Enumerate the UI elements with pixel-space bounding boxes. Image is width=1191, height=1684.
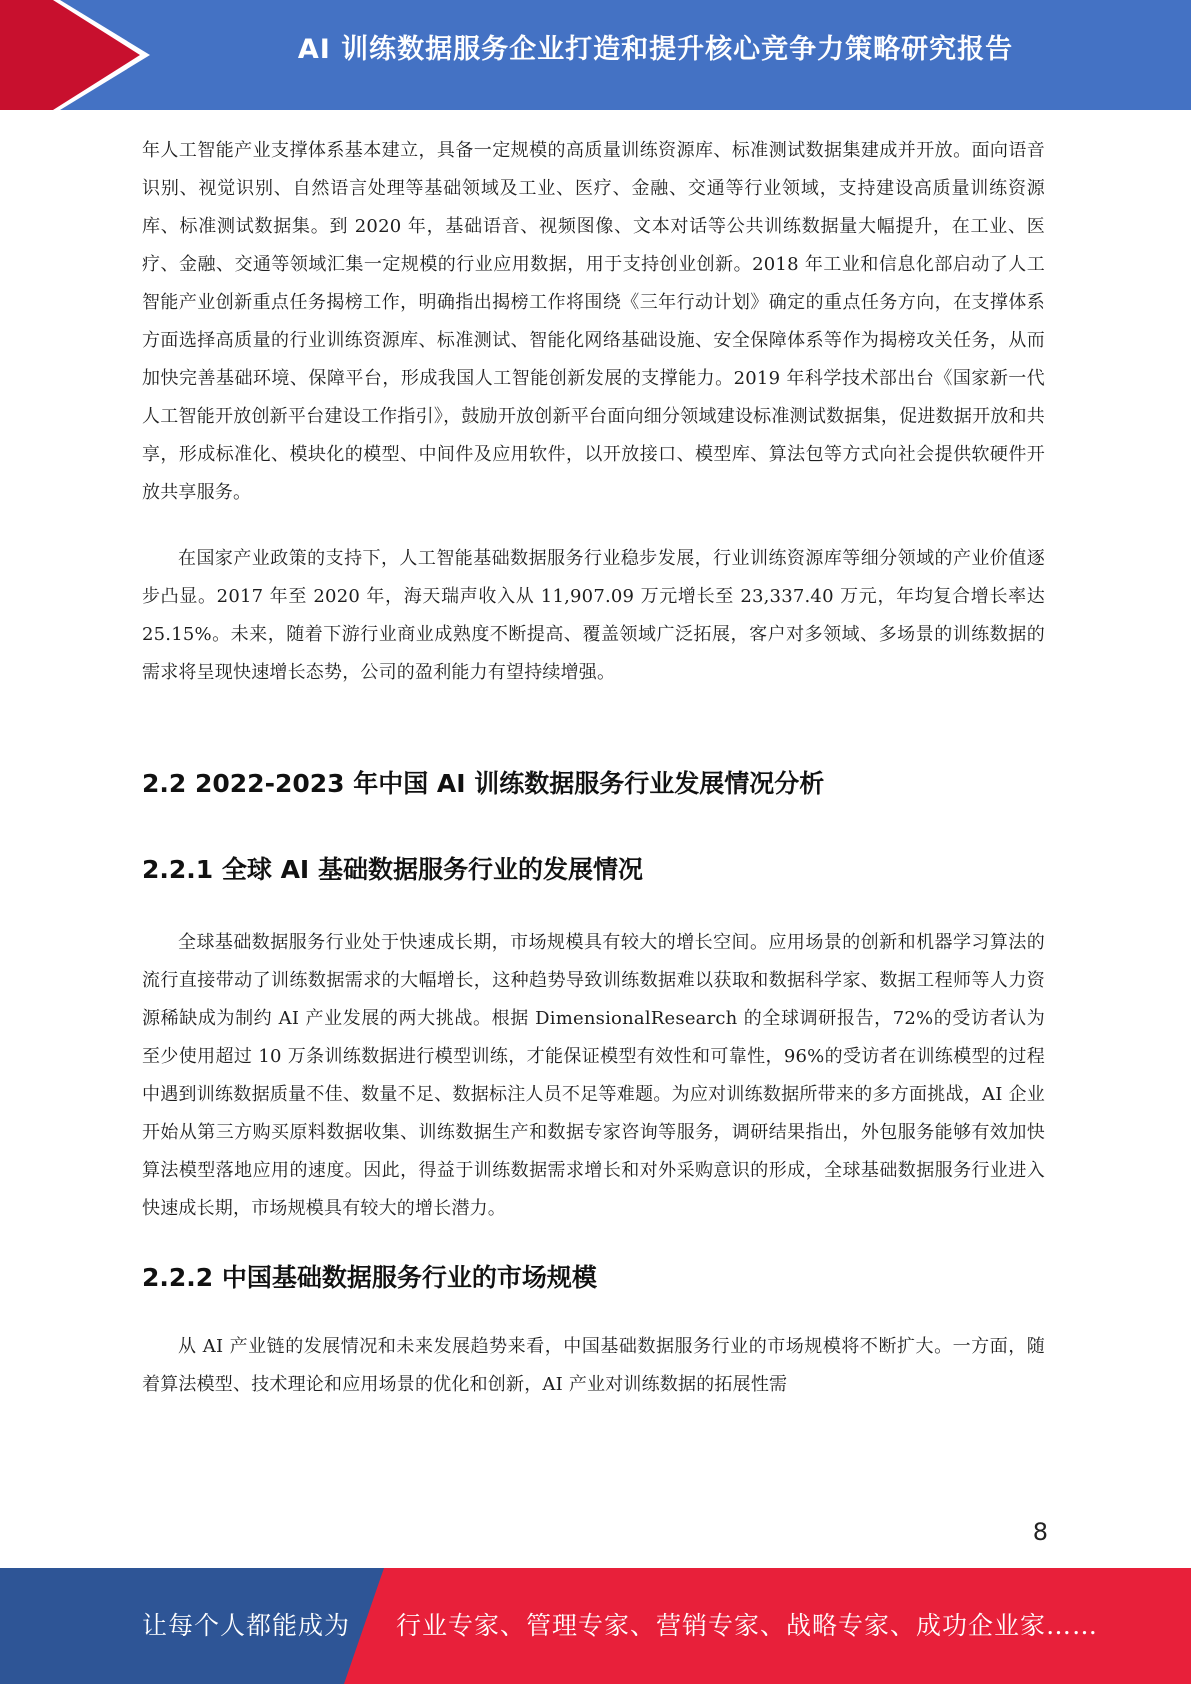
header-chevron-decoration: [0, 0, 160, 110]
section-heading-2-2: 2.2 2022-2023 年中国 AI 训练数据服务行业发展情况分析: [142, 769, 825, 798]
paragraph-policy-support: 年人工智能产业支撑体系基本建立，具备一定规模的高质量训练资源库、标准测试数据集建成并开放。面向语音识别、视觉识别、自然语言处理等基础领域及工业、医疗、金融、交通等行业领域，支持建设高质量训练资源库、标准测试数据集。到 2020 年，基础语音、视频图像、文本对话等公共训练数据量大幅提升，在工业、医疗、金融、交通等领域汇集一定规模的行业应用数据，用于支持创业创新。2018 年工业和信息化部启动了人工智能产业创新重点任务揭榜工作，明确指出揭榜工作将围绕《三年行动计划》确定的重点任务方向，在支撑体系方面选择高质量的行业训练资源库、标准测试、智能化网络基础设施、安全保障体系等作为揭榜攻关任务，从而加快完善基础环境、保障平台，形成我国人工智能创新发展的支撑能力。2019 年科学技术部出台《国家新一代人工智能开放创新平台建设工作指引》，鼓励开放创新平台面向细分领域建设标准测试数据集，促进数据开放和共享，形成标准化、模块化的模型、中间件及应用软件，以开放接口、模型库、算法包等方式向社会提供软硬件开放共享服务。: [142, 140, 1045, 503]
footer-slogan-right: 行业专家、管理专家、营销专家、战略专家、成功企业家……: [396, 1611, 1099, 1640]
main-content: [142, 132, 1045, 1404]
header-banner: [0, 0, 1191, 110]
section-heading-2-2-1: 2.2.1 全球 AI 基础数据服务行业的发展情况: [142, 855, 643, 884]
report-title: AI 训练数据服务企业打造和提升核心竞争力策略研究报告: [297, 34, 1014, 65]
footer-slogan-left: 让每个人都能成为: [142, 1611, 351, 1640]
section-heading-2-2-2: 2.2.2 中国基础数据服务行业的市场规模: [142, 1263, 597, 1292]
paragraph-global-market: 全球基础数据服务行业处于快速成长期，市场规模具有较大的增长空间。应用场景的创新和机器学习算法的流行直接带动了训练数据需求的大幅增长，这种趋势导致训练数据难以获取和数据科学家、数据工程师等人力资源稀缺成为制约 AI 产业发展的两大挑战。根据 DimensionalResearch 的全球调研报告，72%的受访者认为至少使用超过 10 万条训练数据进行模型训练，才能保证模型有效性和可靠性，96%的受访者在训练模型的过程中遇到训练数据质量不佳、数量不足、数据标注人员不足等难题。为应对训练数据所带来的多方面挑战，AI 企业开始从第三方购买原料数据收集、训练数据生产和数据专家咨询等服务，调研结果指出，外包服务能够有效加快算法模型落地应用的速度。因此，得益于训练数据需求增长和对外采购意识的形成，全球基础数据服务行业进入快速成长期，市场规模具有较大的增长潜力。: [142, 932, 1045, 1219]
page-number: 8: [1032, 1518, 1048, 1546]
footer-banner: [0, 1568, 1191, 1684]
paragraph-industry-growth: 在国家产业政策的支持下，人工智能基础数据服务行业稳步发展，行业训练资源库等细分领域的产业价值逐步凸显。2017 年至 2020 年，海天瑞声收入从 11,907.09 万元增长至 23,337.40 万元，年均复合增长率达 25.15%。未来，随着下游行业商业成熟度不断提高、覆盖领域广泛拓展，客户对多领域、多场景的训练数据的需求将呈现快速增长态势，公司的盈利能力有望持续增强。: [142, 548, 1045, 683]
paragraph-china-market: 从 AI 产业链的发展情况和未来发展趋势来看，中国基础数据服务行业的市场规模将不断扩大。一方面，随着算法模型、技术理论和应用场景的优化和创新，AI 产业对训练数据的拓展性需: [142, 1336, 1045, 1395]
